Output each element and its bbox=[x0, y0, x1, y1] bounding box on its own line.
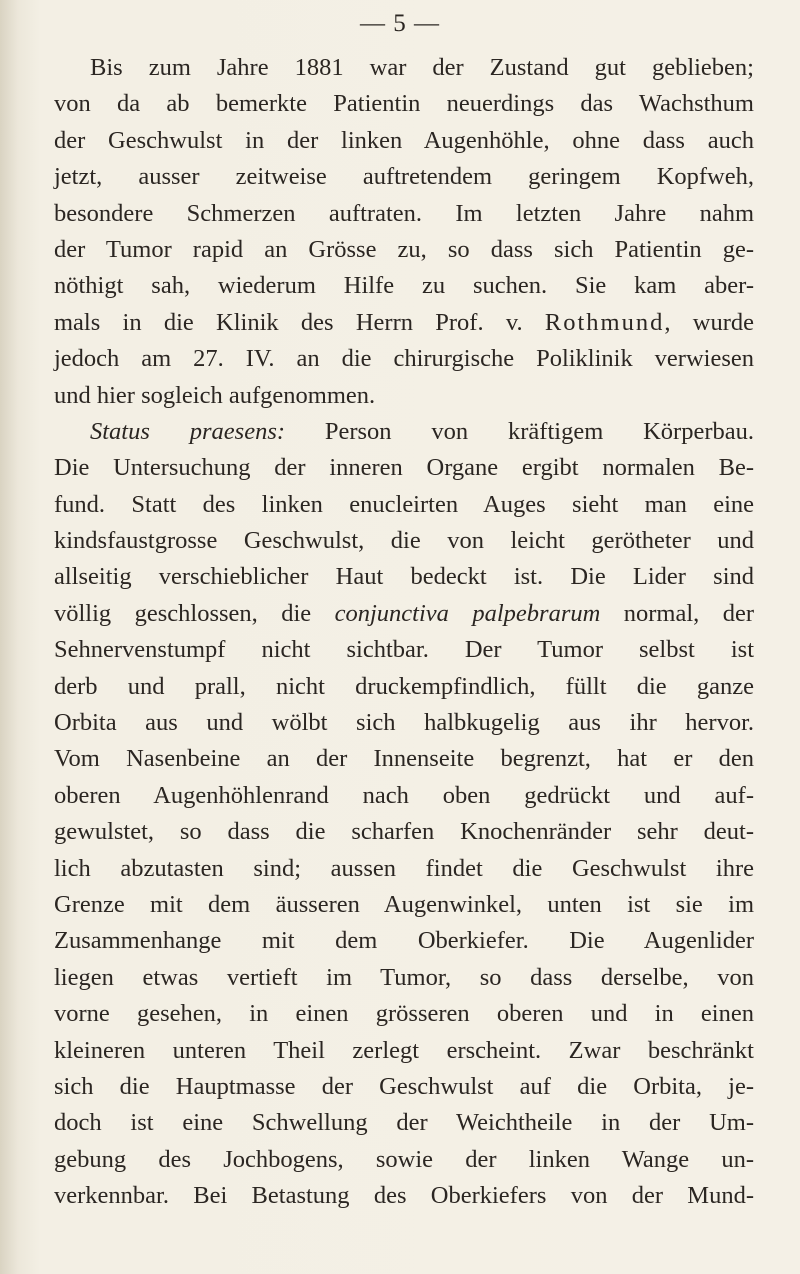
section-label: Status praesens: bbox=[90, 417, 286, 445]
text-line: und hier sogleich aufgenommen. bbox=[54, 381, 376, 409]
text-line: Orbita aus und wölbt sich halbkugelig aus ihr hervor. bbox=[54, 709, 754, 737]
text-line: verkennbar. Bei Betastung des Oberkiefers von der Mund- bbox=[54, 1182, 754, 1210]
text-line: Die Untersuchung der inneren Organe ergibt normalen Be- bbox=[54, 454, 754, 482]
text-line: Bis zum Jahre 1881 war der Zustand gut geblieben; bbox=[90, 54, 754, 81]
text-line: jedoch am 27. IV. an die chirurgische Poliklinik verwiesen bbox=[54, 345, 754, 373]
text-line: Sehnervenstumpf nicht sichtbar. Der Tumor selbst ist bbox=[54, 636, 754, 664]
text-line: Vom Nasenbeine an der Innenseite begrenzt, hat er den bbox=[54, 745, 754, 773]
text-line: Zusammenhange mit dem Oberkiefer. Die Augenlider bbox=[54, 927, 754, 955]
text-line bbox=[54, 596, 754, 632]
text-line: lich abzutasten sind; aussen findet die Geschwulst ihre bbox=[54, 854, 754, 882]
text-segment: , wurde bbox=[664, 308, 754, 336]
text-line: kleineren unteren Theil zerlegt erscheint. Zwar beschränkt bbox=[54, 1036, 754, 1064]
page-number: — 5 — bbox=[360, 10, 440, 37]
text-line: derb und prall, nicht druckempfindlich, füllt die ganze bbox=[54, 672, 754, 700]
text-line: liegen etwas vertieft im Tumor, so dass derselbe, von bbox=[54, 963, 754, 991]
text-segment: Person von kräftigem Körperbau. bbox=[285, 417, 754, 445]
text-line: sich die Hauptmasse der Geschwulst auf die Orbita, je- bbox=[54, 1072, 754, 1100]
text-line: Grenze mit dem äusseren Augenwinkel, unten ist sie im bbox=[54, 890, 754, 918]
body-text bbox=[54, 50, 754, 1215]
text-line: der Geschwulst in der linken Augenhöhle, ohne dass auch bbox=[54, 126, 754, 154]
text-line: vorne gesehen, in einen grösseren oberen und in einen bbox=[54, 1000, 754, 1028]
text-line: nöthigt sah, wiederum Hilfe zu suchen. Sie kam aber- bbox=[54, 272, 754, 300]
text-line: gebung des Jochbogens, sowie der linken Wange un- bbox=[54, 1145, 754, 1173]
text-line: besondere Schmerzen auftraten. Im letzten Jahre nahm bbox=[54, 199, 754, 227]
text-segment: mals in die Klinik des Herrn Prof. v. bbox=[54, 308, 545, 336]
text-line: gewulstet, so dass die scharfen Knochenränder sehr deut- bbox=[54, 818, 754, 846]
text-line: der Tumor rapid an Grösse zu, so dass sich Patientin ge- bbox=[54, 235, 754, 263]
text-segment: normal, der bbox=[600, 599, 754, 627]
text-segment: völlig geschlossen, die bbox=[54, 599, 335, 627]
author-name: Rothmund bbox=[544, 308, 665, 336]
text-line: jetzt, ausser zeitweise auftretendem geringem Kopfweh, bbox=[54, 163, 754, 191]
latin-term: conjunctiva palpebrarum bbox=[334, 599, 601, 627]
text-line: fund. Statt des linken enucleirten Auges sieht man eine bbox=[54, 490, 754, 518]
text-line: allseitig verschieblicher Haut bedeckt ist. Die Lider sind bbox=[54, 563, 754, 591]
text-line: doch ist eine Schwellung der Weichtheile in der Um- bbox=[54, 1109, 754, 1137]
text-line: kindsfaustgrosse Geschwulst, die von leicht gerötheter und bbox=[54, 527, 754, 555]
text-line bbox=[54, 414, 754, 450]
text-line: oberen Augenhöhlenrand nach oben gedrückt und auf- bbox=[54, 781, 754, 809]
text-line: von da ab bemerkte Patientin neuerdings das Wachsthum bbox=[54, 90, 754, 118]
text-line bbox=[54, 305, 754, 341]
